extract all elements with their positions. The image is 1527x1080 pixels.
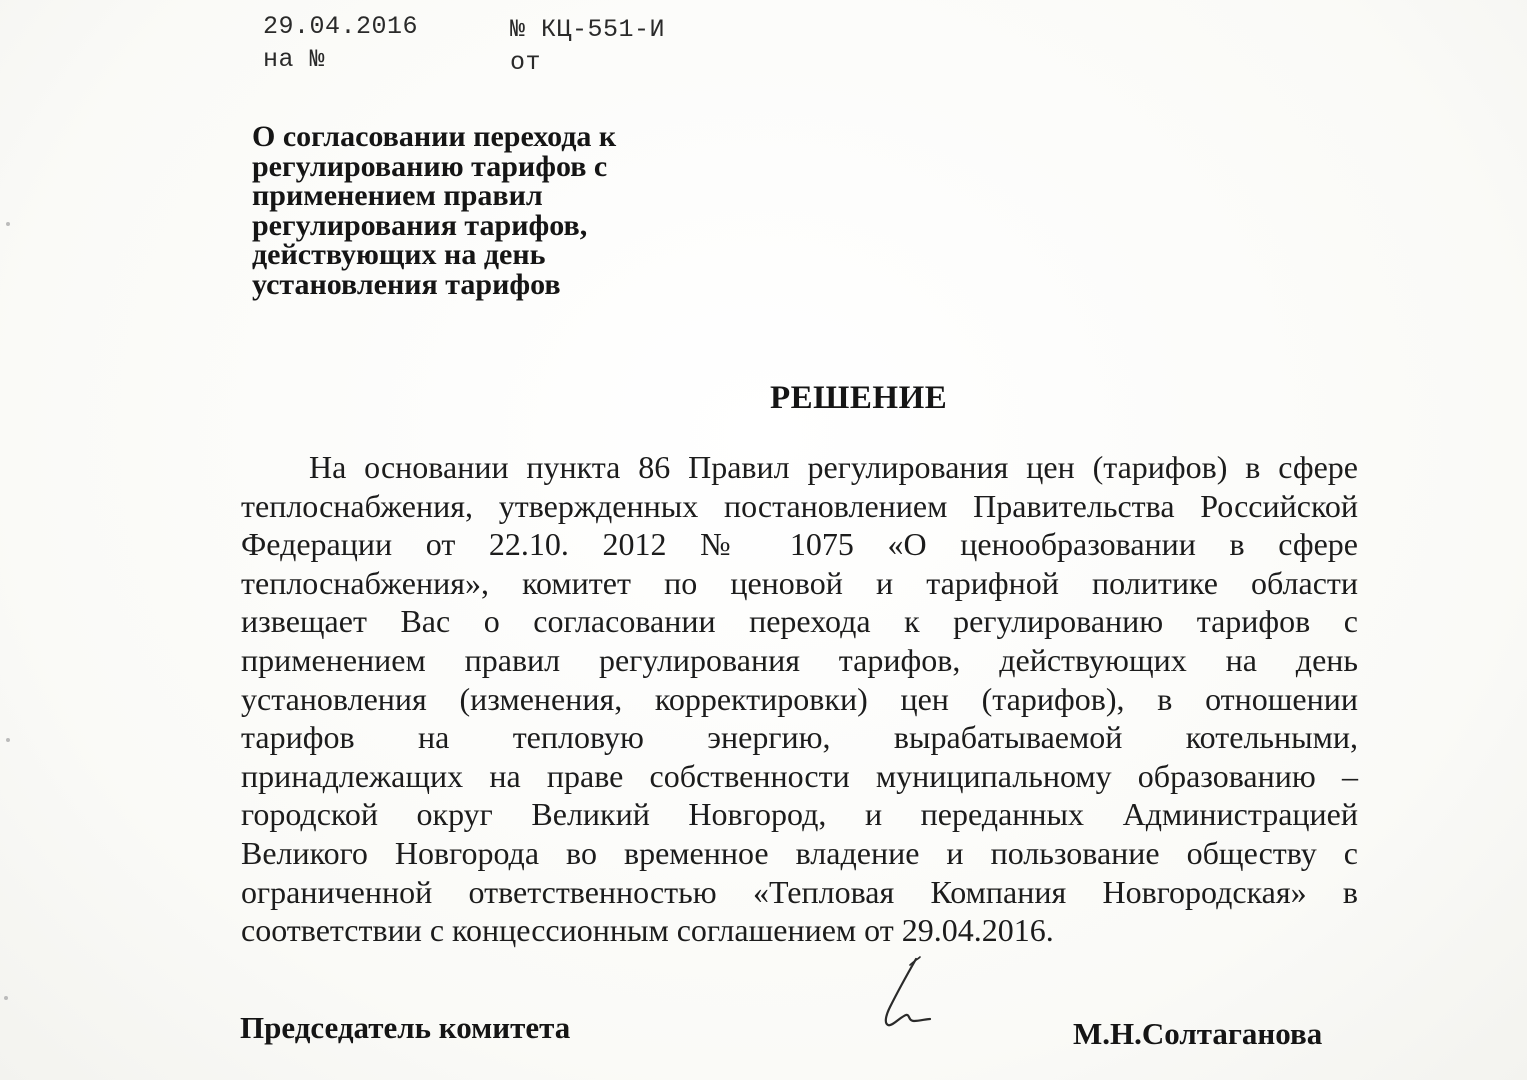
body-line: теплоснабжения, утвержденных постановлением Правительства Российской [241, 487, 1358, 524]
signatory-title: Председатель комитета [240, 1010, 571, 1045]
scan-speck [6, 222, 10, 226]
subject-line: действующих на день [252, 238, 546, 271]
document-date: 29.04.2016 [263, 12, 419, 41]
subject-line: О согласовании перехода к [252, 120, 617, 153]
decision-body [241, 448, 1358, 950]
document-subject [252, 122, 692, 299]
body-line: соответствии с концессионным соглашением от 29.04.2016. [241, 912, 1054, 949]
subject-line: регулирования тарифов, [252, 208, 588, 242]
scan-speck [4, 996, 8, 1000]
from-label: от [510, 48, 542, 77]
body-line: тарифов на тепловую энергию, вырабатываемой котельными, [241, 719, 1358, 756]
signatory-name: М.Н.Солтаганова [1073, 1016, 1323, 1051]
scan-speck [6, 738, 10, 742]
subject-line: применением правил [252, 179, 543, 212]
document-number: № КЦ-551-И [510, 15, 666, 44]
body-line: установления (изменения, корректировки) цен (тарифов), в отношении [241, 680, 1358, 717]
body-line: Великого Новгорода во временное владение и пользование обществу с [241, 834, 1358, 871]
body-line: ограниченной ответственностью «Тепловая Компания Новгородская» в [241, 873, 1358, 910]
decision-heading: РЕШЕНИЕ [770, 380, 948, 416]
body-line: извещает Вас о согласовании перехода к регулированию тарифов с [241, 603, 1358, 640]
body-line: Федерации от 22.10. 2012 № 1075 «О ценообразовании в сфере [241, 526, 1358, 563]
body-line: городской округ Великий Новгород, и переданных Администрацией [241, 796, 1358, 833]
reference-label: на № [263, 45, 326, 74]
body-line: На основании пункта 86 Правил регулирования цен (тарифов) в сфере [309, 449, 1358, 485]
subject-line: регулированию тарифов с [252, 149, 608, 183]
body-line: теплоснабжения», комитет по ценовой и тарифной политике области [241, 564, 1358, 601]
subject-line: установления тарифов [252, 267, 561, 301]
handwritten-signature [870, 955, 940, 1035]
body-line: принадлежащих на праве собственности муниципальному образованию – [241, 757, 1358, 794]
body-line: применением правил регулирования тарифов, действующих на день [241, 641, 1358, 678]
